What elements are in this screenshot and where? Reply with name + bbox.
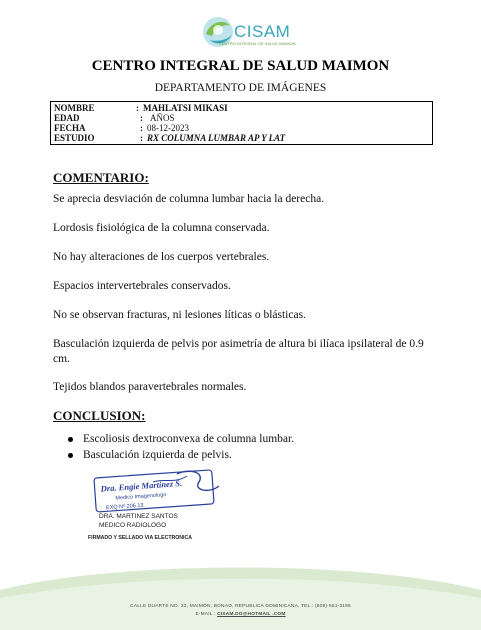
- comment-paragraph: No hay alteraciones de los cuerpos vertebrales.: [53, 251, 270, 263]
- stamp-text-name: Dra. Engie Martinez S.: [100, 477, 183, 494]
- footer-email-link[interactable]: CISAM.DO@HOTMAIL .COM: [217, 612, 286, 617]
- signer-title: MEDICO RADIOLOGO: [99, 522, 167, 529]
- comment-paragraph: Espacios intervertebrales conservados.: [53, 280, 231, 292]
- comment-paragraph: Basculación izquierda de pelvis por asimetría de altura bi ilíaca ipsilateral de 0.9 cm.: [53, 338, 424, 365]
- conclusion-item: [53, 447, 294, 463]
- conclusion-item: [53, 431, 294, 447]
- logo-wordmark: CISAM: [234, 22, 291, 41]
- signer-name: DRA. MARTINEZ SANTOS: [99, 513, 178, 520]
- conclusion-item-text: Basculación izquierda de pelvis.: [83, 449, 232, 461]
- footer-email-line: [0, 612, 481, 617]
- comment-paragraph: Se aprecia desviación de columna lumbar hacia la derecha.: [53, 193, 325, 205]
- info-sep: :: [136, 103, 139, 113]
- info-sep: :: [140, 133, 143, 143]
- info-sep: :: [140, 113, 143, 123]
- info-key: FECHA: [54, 123, 86, 133]
- footer-email-label: E-MAIL :: [195, 612, 216, 617]
- info-key: ESTUDIO: [54, 133, 95, 143]
- patient-info-box: [50, 101, 433, 145]
- info-key: NOMBRE: [54, 103, 95, 113]
- info-sep: :: [140, 123, 143, 133]
- bullet-icon: [68, 437, 73, 442]
- info-value: 08-12-2023: [147, 123, 189, 133]
- info-value: MAHLATSI MIKASI: [143, 103, 228, 113]
- footer-address: CALLE DUARTE NO. 33, MAIMÓN, BONAO, REPUBLICA DOMINICANA, TEL.: (809)-551-3196: [130, 604, 351, 609]
- signature-note: FIRMADO Y SELLADO VIA ELECTRONICA: [88, 535, 192, 541]
- comment-paragraph: Tejidos blandos paravertebrales normales.: [53, 381, 247, 393]
- logo-subtitle: CENTRO INTEGRAL DE SALUD MAIMON: [219, 41, 296, 46]
- conclusion-item-text: Escoliosis dextroconvexa de columna lumbar.: [83, 433, 295, 445]
- stamp-text-role: Medico Imagenologo: [115, 492, 167, 502]
- conclusion-list: [53, 431, 294, 463]
- page-title: CENTRO INTEGRAL DE SALUD MAIMON: [91, 58, 390, 74]
- comment-paragraph: No se observan fracturas, ni lesiones líticas o blásticas.: [53, 309, 306, 321]
- comment-heading: COMENTARIO:: [53, 170, 149, 185]
- signature-stamp: [93, 468, 223, 516]
- info-value: AÑOS: [150, 113, 175, 123]
- conclusion-heading: CONCLUSION:: [53, 408, 146, 423]
- bullet-icon: [68, 453, 73, 458]
- stamp-text-id: EXQ Nº 206 13: [105, 502, 144, 512]
- department-title: DEPARTAMENTO DE IMÁGENES: [154, 82, 327, 94]
- footer-wave: [0, 560, 481, 630]
- info-value: RX COLUMNA LUMBAR AP Y LAT: [147, 133, 286, 143]
- comment-paragraph: Lordosis fisiológica de la columna conservada.: [53, 222, 270, 234]
- info-key: EDAD: [54, 113, 80, 123]
